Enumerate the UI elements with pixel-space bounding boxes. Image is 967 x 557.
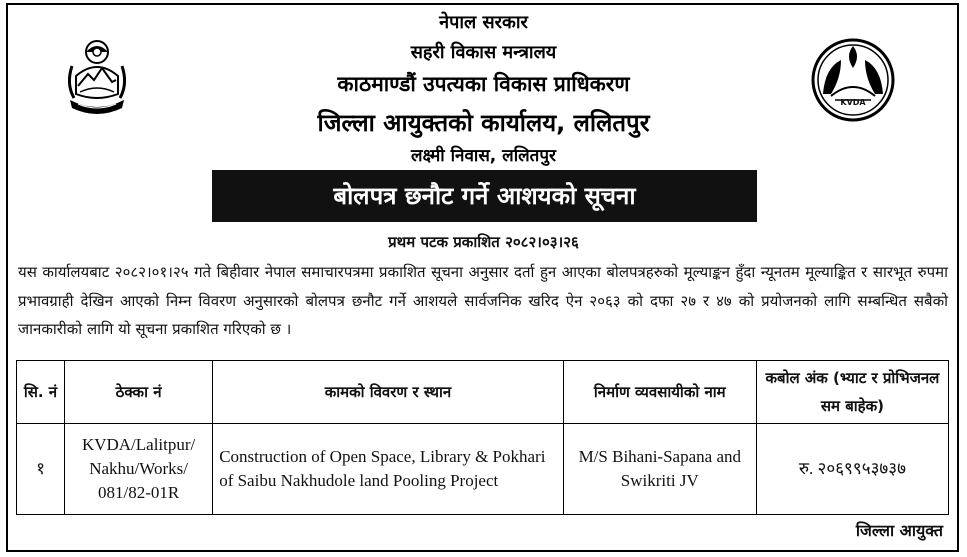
cell-sn: १: [17, 424, 65, 515]
col-header-contractor: निर्माण व्यवसायीको नाम: [563, 361, 756, 424]
cell-description: Construction of Open Space, Library & Pokhari of Saibu Nakhudole land Pooling Project: [213, 424, 564, 515]
cell-contract-no: KVDA/Lalitpur/ Nakhu/Works/ 081/82-01R: [65, 424, 213, 515]
col-header-bid-amount: कबोल अंक (भ्याट र प्रोभिजनल सम बाहेक): [756, 361, 948, 424]
cell-contractor: M/S Bihani-Sapana and Swikriti JV: [563, 424, 756, 515]
header-government: नेपाल सरकार: [439, 12, 528, 33]
col-header-description: कामको विवरण र स्थान: [213, 361, 564, 424]
header-authority: काठमाण्डौं उपत्यका विकास प्राधिकरण: [337, 72, 630, 96]
table-row: [17, 424, 949, 515]
notice-title-banner: बोलपत्र छनौट गर्ने आशयको सूचना: [212, 170, 757, 222]
kvda-logo-text: KVDA: [840, 98, 866, 107]
header-office: जिल्ला आयुक्तको कार्यालय, ललितपुर: [317, 109, 650, 137]
published-date: प्रथम पटक प्रकाशित २०८२।०३।२६: [388, 233, 579, 251]
notice-body: यस कार्यालयबाट २०८२।०१।२५ गते बिहीवार नेपाल समाचारपत्रमा प्रकाशित सूचना अनुसार दर्ता हुन आएका बोलपत्रहरुको मूल्याङ्कन हुँदा न्यूनतम मूल्याङ्कित र सारभूत रुपमा प्रभावग्राही देखिन आएको निम्न विवरण अनुसारको बोलपत्र छनौट गर्ने आशयले सार्वजनिक खरिद ऐन २०६३ को दफा २७ र ४७ को प्रयोजनको लागि सम्बन्धित सबैको जानकारीको लागि यो सूचना प्रकाशित गरिएको छ ।: [18, 263, 948, 338]
col-header-contract-no: ठेक्का नं: [65, 361, 213, 424]
col-header-sn: सि. नं: [17, 361, 65, 424]
header-ministry: सहरी विकास मन्त्रालय: [410, 42, 557, 63]
tender-table: [16, 360, 949, 515]
header-address: लक्ष्मी निवास, ललितपुर: [411, 146, 556, 166]
signature-district-commissioner: जिल्ला आयुक्त: [855, 521, 943, 540]
table-header-row: [17, 361, 949, 424]
cell-bid-amount: रु. २०६९९५३७३७: [756, 424, 948, 515]
